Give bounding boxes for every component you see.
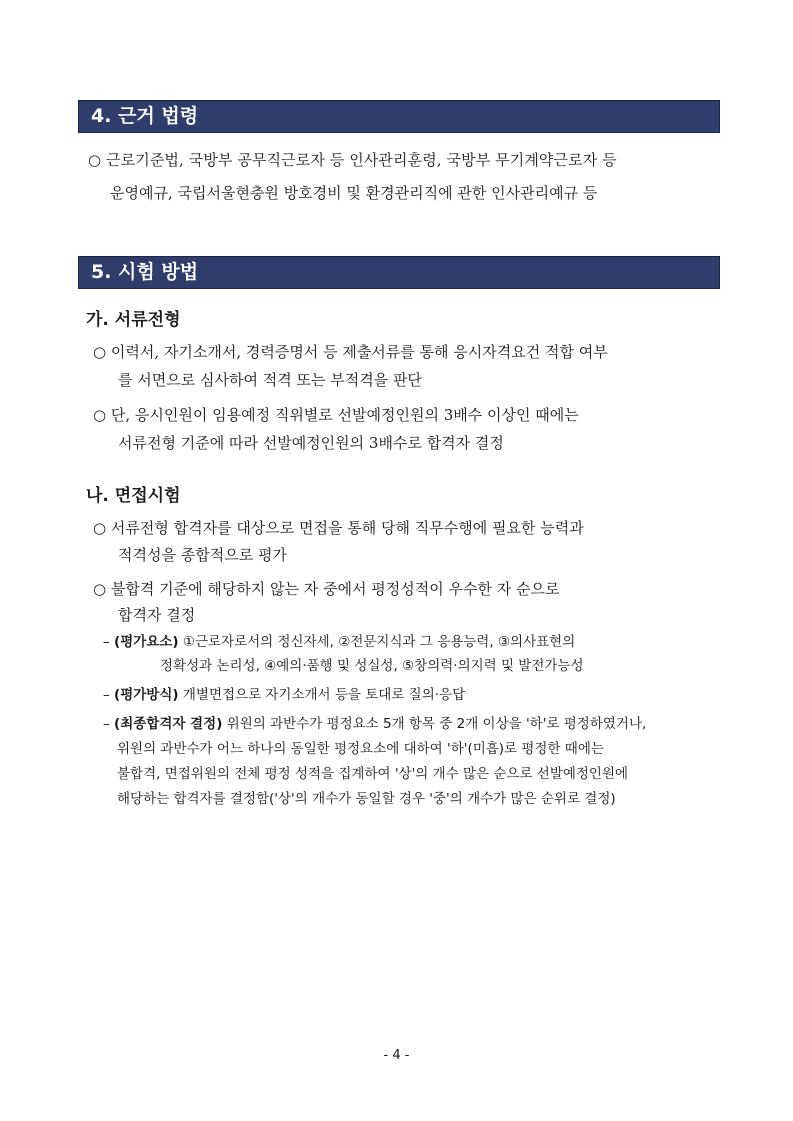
detail-evaluation-elements-label: (평가요소): [114, 634, 179, 650]
subsection-a-item-1-line-2: 를 서면으로 심사하여 적격 또는 부적격을 판단: [118, 371, 422, 389]
detail-evaluation-method-label: (평가방식): [114, 687, 179, 703]
dash-marker: –: [103, 687, 115, 703]
detail-final-decision-line-4: 해당하는 합격자를 결정함('상'의 개수가 동일할 경우 '중'의 개수가 많은 순위로 결정): [117, 791, 616, 807]
subsection-a-item-1-line-1: ○ 이력서, 자기소개서, 경력증명서 등 제출서류를 통해 응시자격요건 적합 여부: [93, 343, 608, 361]
section-4-header: [78, 100, 720, 133]
detail-final-decision-line-3: 불합격, 면접위원의 전체 평정 성적을 집계하여 '상'의 개수 많은 순으로 선발예정인원에: [117, 766, 629, 782]
subsection-b-item-2-line-1: ○ 불합격 기준에 해당하지 않는 자 중에서 평정성적이 우수한 자 순으로: [93, 580, 560, 598]
section-4-item-line-1: ○ 근로기준법, 국방부 공무직근로자 등 인사관리훈령, 국방부 무기계약근로자 등: [88, 151, 617, 169]
subsection-b-item-2-line-2: 합격자 결정: [118, 606, 196, 624]
subsection-a-item-2-line-2: 서류전형 기준에 따라 선발예정인원의 3배수로 합격자 결정: [118, 434, 504, 452]
section-4-title: 4. 근거 법령: [91, 105, 199, 127]
detail-evaluation-elements-text-1: ①근로자로서의 정신자세, ②전문지식과 그 응용능력, ③의사표현의: [182, 634, 576, 650]
section-4-item-line-2: 운영예규, 국립서울현충원 방호경비 및 환경관리직에 관한 인사관리예규 등: [110, 184, 598, 202]
detail-final-decision-label: (최종합격자 결정): [114, 716, 223, 732]
detail-final-decision-text-1: 위원의 과반수가 평정요소 5개 항목 중 2개 이상을 '하'로 평정하였거나,: [226, 716, 647, 732]
section-5-header: [78, 256, 720, 289]
subsection-a-item-2-line-1: ○ 단, 응시인원이 임용예정 직위별로 선발예정인원의 3배수 이상인 때에는: [93, 406, 579, 424]
dash-marker: –: [103, 634, 115, 650]
detail-final-decision-line-2: 위원의 과반수가 어느 하나의 동일한 평정요소에 대하여 '하'(미흡)로 평정한 때에는: [117, 741, 604, 757]
dash-marker: –: [103, 716, 115, 732]
detail-evaluation-elements-line-1: [103, 633, 575, 651]
detail-evaluation-elements-line-2: 정확성과 논리성, ④예의·품행 및 성실성, ⑤창의력·의지력 및 발전가능성: [160, 658, 584, 674]
subsection-b-item-1-line-1: ○ 서류전형 합격자를 대상으로 면접을 통해 당해 직무수행에 필요한 능력과: [93, 519, 584, 537]
page-number: - 4 -: [383, 1048, 410, 1063]
subsection-a-title: 가. 서류전형: [86, 310, 181, 330]
detail-evaluation-method-text: 개별면접으로 자기소개서 등을 토대로 질의·응답: [182, 687, 466, 703]
detail-final-decision-line-1: [103, 715, 646, 733]
subsection-b-title: 나. 면접시험: [86, 486, 181, 506]
detail-evaluation-method: [103, 686, 465, 704]
section-5-title: 5. 시험 방법: [91, 261, 199, 283]
subsection-b-item-1-line-2: 적격성을 종합적으로 평가: [118, 546, 287, 564]
